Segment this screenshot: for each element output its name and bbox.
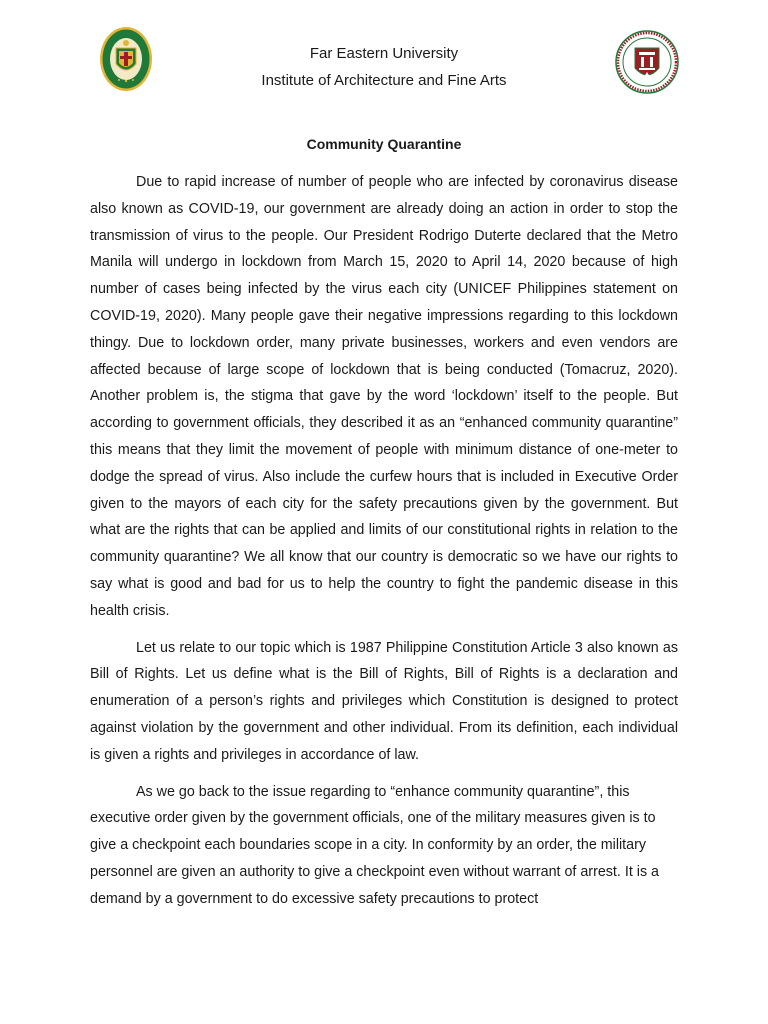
document-title: Community Quarantine [306, 136, 462, 152]
paragraph: As we go back to the issue regarding to “enhance community quarantine”, this executive order given by the government officials, one of the military measures given is to give a checkpoint each boundaries scope in a city. In conformity by an order, the military personnel are given an authority to give a checkpoint even without warrant of arrest. It is a demand by a government to do excessive safety precautions to protect [90, 783, 660, 907]
document-body [90, 169, 678, 923]
paragraph: Let us relate to our topic which is 1987 Philippine Constitution Article 3 also known as Bill of Rights. Let us define what is the Bill of Rights, Bill of Rights is a declaration and enumeration of a person’s rights and privileges which Constitution is designed to protect against violation by the government and other individual. From its definition, each individual is given a rights and privileges in accordance of law. [90, 639, 678, 763]
paragraph: Due to rapid increase of number of people who are infected by coronavirus disease also known as COVID-19, our government are already doing an action in order to stop the transmission of virus to the people. Our President Rodrigo Duterte declared that the Metro Manila will undergo in lockdown from March 15, 2020 to April 14, 2020 because of high number of cases being infected by the virus each city (UNICEF Philippines statement on COVID-19, 2020). Many people gave their negative impressions regarding to this lockdown thingy. Due to lockdown order, many private businesses, workers and even vendors are affected because of large scope of lockdown that is being conducted (Tomacruz, 2020). Another problem is, the stigma that gave by the word ‘lockdown’ itself to the people. But according to government officials, they described it as an “enhanced community quarantine” this means that they limit the movement of people with minimum distance of one-meter to dodge the spread of virus. Also include the curfew hours that is included in Executive Order given to the mayors of each city for the safety precautions given by the government. But what are the rights that can be applied and limits of our constitutional rights in relation to the community quarantine? We all know that our country is democratic so we have our rights to say what is good and bad for us to help the country to fight the pandemic disease in this health crisis. [90, 174, 678, 619]
letterhead [0, 40, 768, 94]
institute-name: Institute of Architecture and Fine Arts [261, 72, 507, 89]
university-name: Far Eastern University [309, 45, 459, 62]
